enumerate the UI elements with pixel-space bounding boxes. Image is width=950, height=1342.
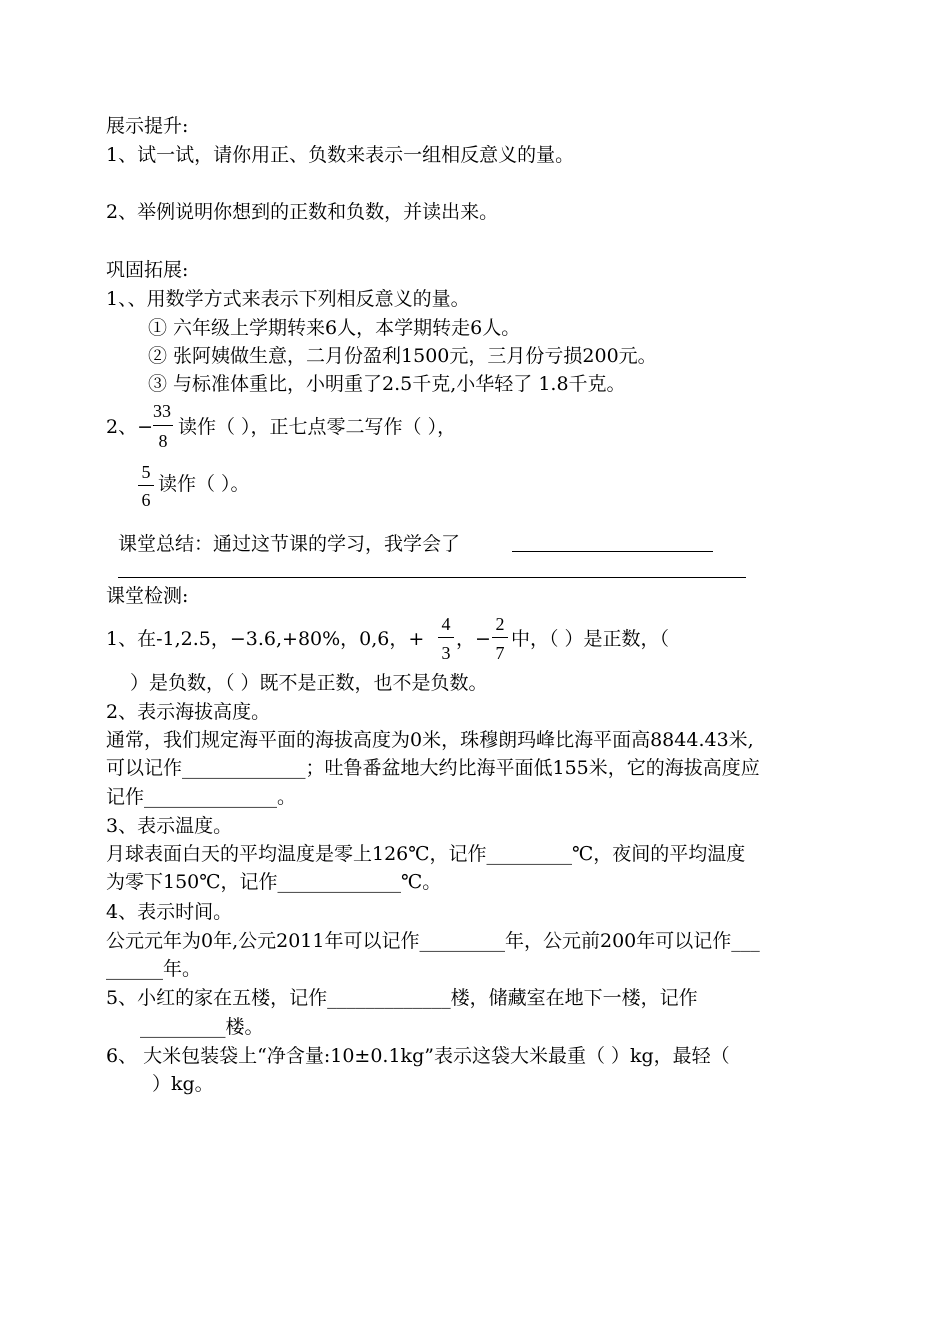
test-question-3-title: 3、表示温度。 — [106, 815, 233, 837]
test-question-4-line: ______年。 — [106, 958, 202, 980]
question-2: 2、举例说明你想到的正数和负数，并读出来。 — [106, 201, 499, 223]
test-question-1-c: 中，（ ）是正数，（ — [511, 628, 670, 650]
section-title-consolidate: 巩固拓展: — [106, 259, 189, 281]
question-1: 1、、用数学方式来表示下列相反意义的量。 — [106, 288, 470, 310]
fraction-bar — [138, 485, 154, 486]
question-2-prefix: 2、− — [106, 416, 154, 438]
list-item: ② 张阿姨做生意，二月份盈利1500元，三月份亏损200元。 — [148, 345, 657, 367]
fraction-denominator: 3 — [441, 643, 451, 663]
section-title-test: 课堂检测: — [106, 585, 189, 607]
test-question-2-line: 记作______________。 — [106, 786, 297, 808]
question-1: 1、试一试，请你用正、负数来表示一组相反意义的量。 — [106, 144, 575, 166]
answer-underline — [512, 551, 713, 552]
test-question-1-a: 1、在-1,2.5，−3.6,+80%，0,6，+ — [106, 628, 425, 650]
list-item: ① 六年级上学期转来6人，本学期转走6人。 — [148, 317, 521, 339]
test-question-4-line: 公元元年为0年,公元2011年可以记作_________年，公元前200年可以记作___ — [106, 930, 760, 952]
fraction-denominator: 6 — [141, 490, 151, 510]
fraction-denominator: 8 — [158, 431, 168, 451]
test-question-5-line: _________楼。 — [140, 1016, 264, 1038]
question-2-text: 读作（ ），正七点零二写作（ ）， — [178, 416, 457, 438]
test-question-2-line: 可以记作_____________；吐鲁番盆地大约比海平面低155米，它的海拔高度应 — [106, 757, 760, 779]
test-question-2-line: 通常，我们规定海平面的海拔高度为0米，珠穆朗玛峰比海平面高8844.43米, — [106, 729, 754, 751]
fraction-bar — [492, 637, 508, 638]
test-question-1-b: ，− — [456, 628, 491, 650]
fraction-denominator: 7 — [495, 643, 505, 663]
fraction-bar — [438, 637, 454, 638]
question-2b-text: 读作（ ）。 — [158, 473, 250, 495]
test-question-6-line: ）kg。 — [152, 1073, 214, 1095]
fraction-numerator: 4 — [441, 614, 451, 634]
class-summary: 课堂总结：通过这节课的学习，我学会了 — [118, 533, 461, 555]
fraction-numerator: 5 — [141, 462, 151, 482]
test-question-2-title: 2、表示海拔高度。 — [106, 701, 271, 723]
test-question-1-line2: ）是负数，（ ）既不是正数，也不是负数。 — [130, 672, 488, 694]
fraction-bar — [153, 425, 173, 426]
test-question-3-line: 为零下150℃，记作_____________℃。 — [106, 871, 442, 893]
list-item: ③ 与标准体重比，小明重了2.5千克,小华轻了 1.8千克。 — [148, 373, 626, 395]
fraction-numerator: 2 — [495, 614, 505, 634]
test-question-6-line: 6、 大米包装袋上“净含量:10±0.1kg”表示这袋大米最重（ ）kg，最轻（ — [106, 1045, 730, 1067]
section-title-show: 展示提升: — [106, 115, 189, 137]
test-question-4-title: 4、表示时间。 — [106, 901, 233, 923]
test-question-5-line: 5、小红的家在五楼，记作_____________楼，储藏室在地下一楼，记作 — [106, 987, 698, 1009]
answer-underline — [118, 577, 746, 578]
test-question-3-line: 月球表面白天的平均温度是零上126℃，记作_________℃，夜间的平均温度 — [106, 843, 746, 865]
fraction-numerator: 33 — [153, 401, 171, 421]
